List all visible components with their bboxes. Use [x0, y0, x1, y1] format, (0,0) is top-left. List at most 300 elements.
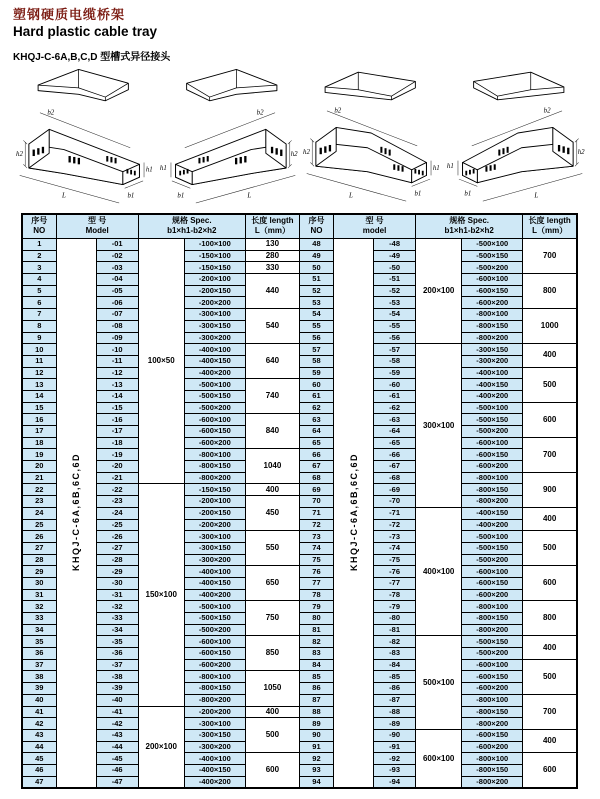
cell-model-suffix: -28	[96, 554, 138, 566]
cell-no: 26	[22, 531, 56, 543]
dim-label-b2: b2	[543, 107, 551, 115]
cell-no: 83	[299, 648, 333, 660]
cell-no: 85	[299, 671, 333, 683]
table-row	[22, 683, 577, 695]
cell-model-suffix: -33	[96, 613, 138, 625]
cell-model-suffix: -90	[374, 729, 416, 741]
cell-no: 32	[22, 601, 56, 613]
cell-no: 35	[22, 636, 56, 648]
cell-no: 60	[299, 379, 333, 391]
cell-no: 28	[22, 554, 56, 566]
cell-model-suffix: -34	[96, 624, 138, 636]
cell-no: 37	[22, 659, 56, 671]
cell-length: 650	[245, 566, 299, 601]
cell-spec: -800×150	[184, 683, 245, 695]
cell-no: 19	[22, 449, 56, 461]
cell-model-suffix: -30	[96, 577, 138, 589]
cell-spec: -300×200	[462, 355, 523, 367]
cell-model-suffix: -81	[374, 624, 416, 636]
cell-spec: -400×200	[184, 589, 245, 601]
page-header	[13, 4, 170, 63]
cell-spec: -800×200	[462, 496, 523, 508]
cell-spec: -800×200	[462, 718, 523, 730]
cell-model-suffix: -22	[96, 484, 138, 496]
cell-no: 21	[22, 472, 56, 484]
product-model-subtitle: KHQJ-C-6A,B,C,D 型槽式异径接头	[13, 52, 171, 63]
cell-length: 600	[523, 402, 577, 437]
cell-spec: -400×100	[462, 367, 523, 379]
dim-label-h2: h2	[16, 151, 23, 159]
cell-spec: -800×100	[462, 601, 523, 613]
table-row	[22, 449, 577, 461]
cell-no: 25	[22, 519, 56, 531]
cell-no: 1	[22, 239, 56, 251]
cell-length: 550	[245, 531, 299, 566]
cell-model-suffix: -69	[374, 484, 416, 496]
dim-label-b1: b1	[414, 190, 421, 198]
cell-no: 5	[22, 285, 56, 297]
table-row	[22, 402, 577, 414]
cell-no: 93	[299, 764, 333, 776]
cell-spec: -150×150	[184, 484, 245, 496]
cell-spec: -800×150	[184, 461, 245, 473]
dim-label-b1: b1	[464, 190, 472, 198]
model-series-vertical-label: KHQJ-C-6A,6B,6C,6D	[348, 452, 359, 571]
cell-no: 41	[22, 706, 56, 718]
cell-spec: -300×200	[184, 554, 245, 566]
cell-model-suffix: -19	[96, 449, 138, 461]
dim-label-h2: h2	[577, 149, 585, 157]
dim-label-b1: b1	[127, 192, 135, 200]
cell-length: 500	[523, 659, 577, 694]
cell-model-suffix: -01	[96, 239, 138, 251]
cell-model-suffix: -60	[374, 379, 416, 391]
cell-spec: -600×100	[184, 636, 245, 648]
cell-model-suffix: -65	[374, 437, 416, 449]
cell-model-suffix: -61	[374, 390, 416, 402]
drawing-reducer-type-d	[446, 56, 586, 210]
cell-model-suffix: -26	[96, 531, 138, 543]
cell-model-suffix: -14	[96, 390, 138, 402]
table-row	[22, 589, 577, 601]
cell-length: 850	[245, 636, 299, 671]
cell-model-suffix: -58	[374, 355, 416, 367]
header-no-right: 序号 NO	[299, 214, 333, 239]
cell-spec: -600×150	[462, 285, 523, 297]
cell-length: 500	[245, 718, 299, 753]
cell-spec: -300×150	[184, 729, 245, 741]
cell-length: 640	[245, 344, 299, 379]
cell-model-suffix: -25	[96, 519, 138, 531]
cell-no: 7	[22, 309, 56, 321]
dim-label-h2: h2	[302, 149, 310, 157]
cell-model-suffix: -94	[374, 776, 416, 788]
cell-spec-group: 600×100	[416, 729, 462, 788]
cell-no: 4	[22, 274, 56, 286]
cell-no: 14	[22, 390, 56, 402]
cell-no: 61	[299, 390, 333, 402]
cell-spec: -400×100	[184, 566, 245, 578]
cell-length: 500	[523, 367, 577, 402]
cell-spec: -400×200	[462, 519, 523, 531]
dim-label-b2: b2	[333, 107, 341, 115]
cell-length: 700	[523, 437, 577, 472]
model-series-vertical-label: KHQJ-C-6A,6B,6C,6D	[71, 452, 82, 571]
cell-spec: -500×150	[184, 390, 245, 402]
table-row	[22, 671, 577, 683]
cell-no: 2	[22, 250, 56, 262]
cell-no: 38	[22, 671, 56, 683]
cell-spec: -800×200	[462, 776, 523, 788]
cell-model-suffix: -15	[96, 402, 138, 414]
table-row	[22, 648, 577, 660]
cell-no: 10	[22, 344, 56, 356]
drawing-reducer-type-b	[159, 56, 299, 210]
cell-model-suffix: -40	[96, 694, 138, 706]
cell-spec: -150×150	[184, 262, 245, 274]
cell-spec: -400×150	[184, 764, 245, 776]
cell-no: 69	[299, 484, 333, 496]
cell-spec: -150×100	[184, 250, 245, 262]
cell-no: 33	[22, 613, 56, 625]
cell-spec: -600×200	[462, 683, 523, 695]
cell-length: 700	[523, 694, 577, 729]
cell-model-suffix: -54	[374, 309, 416, 321]
cell-spec-group: 150×100	[138, 484, 184, 706]
cell-no: 15	[22, 402, 56, 414]
cell-no: 66	[299, 449, 333, 461]
cell-spec: -500×150	[462, 414, 523, 426]
cell-spec-group: 200×100	[138, 706, 184, 788]
cell-spec: -300×100	[184, 718, 245, 730]
table-row	[22, 426, 577, 438]
cell-model-suffix: -76	[374, 566, 416, 578]
cell-length: 400	[245, 706, 299, 718]
cell-model-suffix: -08	[96, 320, 138, 332]
table-row	[22, 507, 577, 519]
cell-model-suffix: -92	[374, 753, 416, 765]
dim-label-L: L	[348, 192, 353, 200]
cell-no: 40	[22, 694, 56, 706]
dim-label-h2: h2	[291, 151, 298, 159]
cell-no: 34	[22, 624, 56, 636]
dim-label-L: L	[62, 192, 66, 200]
cell-spec: -600×200	[462, 297, 523, 309]
cell-spec-group: 300×100	[416, 344, 462, 508]
cell-model-suffix: -46	[96, 764, 138, 776]
table-row	[22, 379, 577, 391]
cell-spec: -800×100	[184, 449, 245, 461]
table-row	[22, 285, 577, 297]
table-row	[22, 472, 577, 484]
cell-model-suffix: -20	[96, 461, 138, 473]
cell-model-suffix: -37	[96, 659, 138, 671]
table-row	[22, 239, 577, 251]
cell-length: 400	[245, 484, 299, 496]
cell-no: 58	[299, 355, 333, 367]
table-row	[22, 297, 577, 309]
table-row	[22, 437, 577, 449]
cell-length: 500	[523, 531, 577, 566]
cell-no: 23	[22, 496, 56, 508]
cell-no: 73	[299, 531, 333, 543]
cell-model-suffix: -51	[374, 274, 416, 286]
cell-model-suffix: -88	[374, 706, 416, 718]
cell-model-suffix: -82	[374, 636, 416, 648]
dim-label-L: L	[247, 192, 252, 200]
table-row	[22, 776, 577, 788]
table-row	[22, 741, 577, 753]
cell-model-suffix: -63	[374, 414, 416, 426]
cell-spec: -300×150	[462, 344, 523, 356]
cell-spec: -400×150	[184, 577, 245, 589]
cell-model-suffix: -72	[374, 519, 416, 531]
cell-model-suffix: -75	[374, 554, 416, 566]
cell-model-suffix: -77	[374, 577, 416, 589]
cell-model-suffix: -36	[96, 648, 138, 660]
table-row	[22, 250, 577, 262]
cell-no: 81	[299, 624, 333, 636]
cell-spec: -800×150	[462, 484, 523, 496]
cell-no: 89	[299, 718, 333, 730]
cell-spec: -600×100	[184, 414, 245, 426]
cell-no: 31	[22, 589, 56, 601]
table-row	[22, 636, 577, 648]
cell-spec: -500×200	[462, 554, 523, 566]
cell-spec: -600×150	[184, 648, 245, 660]
cell-model-suffix: -56	[374, 332, 416, 344]
cell-model-suffix: -80	[374, 613, 416, 625]
dim-label-h1: h1	[432, 164, 440, 172]
cell-no: 64	[299, 426, 333, 438]
cell-spec-group: 500×100	[416, 636, 462, 730]
cell-spec: -300×200	[184, 332, 245, 344]
cell-model-suffix: -50	[374, 262, 416, 274]
cell-spec: -600×150	[462, 449, 523, 461]
cell-model-suffix: -43	[96, 729, 138, 741]
cell-no: 51	[299, 274, 333, 286]
cell-no: 6	[22, 297, 56, 309]
cell-model-suffix: -41	[96, 706, 138, 718]
cell-length: 1050	[245, 671, 299, 706]
cell-no: 50	[299, 262, 333, 274]
cell-model-suffix: -91	[374, 741, 416, 753]
table-row	[22, 367, 577, 379]
cell-spec: -600×200	[184, 659, 245, 671]
cell-no: 16	[22, 414, 56, 426]
cell-no: 88	[299, 706, 333, 718]
table-row	[22, 262, 577, 274]
table-row	[22, 554, 577, 566]
cell-model-suffix: -31	[96, 589, 138, 601]
technical-drawings-row	[16, 56, 586, 210]
cell-model-suffix: -17	[96, 426, 138, 438]
cell-spec: -600×200	[462, 461, 523, 473]
cell-spec: -200×100	[184, 274, 245, 286]
cell-no: 91	[299, 741, 333, 753]
cell-no: 53	[299, 297, 333, 309]
cell-model-suffix: -48	[374, 239, 416, 251]
cell-model-suffix: -74	[374, 542, 416, 554]
table-row	[22, 624, 577, 636]
cell-no: 9	[22, 332, 56, 344]
table-row	[22, 729, 577, 741]
cell-no: 75	[299, 554, 333, 566]
cell-spec: -600×100	[462, 566, 523, 578]
table-row	[22, 566, 577, 578]
cell-model-suffix: -57	[374, 344, 416, 356]
cell-length: 600	[523, 753, 577, 789]
cell-length: 400	[523, 507, 577, 530]
cell-model-suffix: -78	[374, 589, 416, 601]
table-row	[22, 601, 577, 613]
cell-spec: -300×150	[184, 320, 245, 332]
cell-no: 78	[299, 589, 333, 601]
table-row	[22, 355, 577, 367]
cell-model-suffix: -29	[96, 566, 138, 578]
cell-spec: -200×200	[184, 519, 245, 531]
table-row	[22, 659, 577, 671]
cell-spec: -800×150	[462, 320, 523, 332]
page-title-english: Hard plastic cable tray	[13, 24, 158, 39]
cell-no: 55	[299, 320, 333, 332]
cell-model-suffix: -68	[374, 472, 416, 484]
dim-label-h1: h1	[160, 164, 168, 172]
cell-spec-group: 400×100	[416, 507, 462, 636]
cell-spec: -300×100	[184, 531, 245, 543]
cell-model-suffix: -16	[96, 414, 138, 426]
cell-no: 90	[299, 729, 333, 741]
header-spec-right: 规格 Spec. b1×h1-b2×h2	[416, 214, 523, 239]
cell-spec: -600×150	[462, 729, 523, 741]
cell-model-suffix: -38	[96, 671, 138, 683]
table-row	[22, 753, 577, 765]
cell-model-suffix: -53	[374, 297, 416, 309]
cell-length: 1040	[245, 449, 299, 484]
table-row	[22, 414, 577, 426]
header-no-left: 序号 NO	[22, 214, 56, 239]
cell-spec: -600×100	[462, 437, 523, 449]
cell-spec: -300×200	[184, 741, 245, 753]
cell-spec: -800×200	[462, 624, 523, 636]
cell-model-suffix: -84	[374, 659, 416, 671]
cell-model-suffix: -44	[96, 741, 138, 753]
cell-model-suffix: -21	[96, 472, 138, 484]
cell-spec: -500×100	[184, 601, 245, 613]
cell-length: 130	[245, 239, 299, 251]
cell-model-suffix: -83	[374, 648, 416, 660]
dim-label-L: L	[534, 192, 539, 200]
cell-no: 63	[299, 414, 333, 426]
cell-spec: -800×150	[462, 706, 523, 718]
table-row	[22, 718, 577, 730]
table-row	[22, 332, 577, 344]
cell-no: 24	[22, 507, 56, 519]
cell-no: 36	[22, 648, 56, 660]
cell-model-suffix: -13	[96, 379, 138, 391]
cell-spec: -600×200	[462, 589, 523, 601]
spec-table-body	[22, 239, 577, 789]
cell-model-suffix: -05	[96, 285, 138, 297]
cell-model-suffix: -32	[96, 601, 138, 613]
cell-no: 87	[299, 694, 333, 706]
cell-spec: -400×200	[462, 390, 523, 402]
cell-no: 92	[299, 753, 333, 765]
cell-length: 800	[523, 601, 577, 636]
cell-no: 94	[299, 776, 333, 788]
cell-spec: -500×100	[184, 379, 245, 391]
cell-no: 52	[299, 285, 333, 297]
cell-spec: -800×150	[462, 613, 523, 625]
cell-model-series	[334, 239, 374, 789]
cell-spec: -600×100	[462, 659, 523, 671]
specification-table	[21, 213, 578, 789]
cell-model-suffix: -06	[96, 297, 138, 309]
cell-model-suffix: -39	[96, 683, 138, 695]
cell-spec: -400×150	[462, 507, 523, 519]
cell-no: 76	[299, 566, 333, 578]
cell-model-suffix: -70	[374, 496, 416, 508]
cell-spec: -500×100	[462, 402, 523, 414]
cell-spec: -500×200	[184, 624, 245, 636]
cell-no: 3	[22, 262, 56, 274]
table-row	[22, 274, 577, 286]
cell-no: 12	[22, 367, 56, 379]
cell-model-suffix: -73	[374, 531, 416, 543]
page-title-chinese: 塑钢硬质电缆桥架	[13, 7, 126, 22]
cell-spec: -500×200	[462, 648, 523, 660]
table-row	[22, 390, 577, 402]
cell-length: 400	[523, 344, 577, 367]
table-row	[22, 577, 577, 589]
table-row	[22, 694, 577, 706]
cell-model-suffix: -89	[374, 718, 416, 730]
cell-model-suffix: -93	[374, 764, 416, 776]
cell-no: 8	[22, 320, 56, 332]
dim-label-h1: h1	[145, 166, 153, 174]
cell-model-suffix: -85	[374, 671, 416, 683]
cell-no: 84	[299, 659, 333, 671]
cell-spec: -800×100	[462, 309, 523, 321]
cell-model-suffix: -66	[374, 449, 416, 461]
cell-spec: -800×150	[462, 764, 523, 776]
cell-model-suffix: -10	[96, 344, 138, 356]
cell-spec: -800×200	[184, 694, 245, 706]
cell-spec: -500×150	[462, 250, 523, 262]
cell-no: 17	[22, 426, 56, 438]
cell-length: 700	[523, 239, 577, 274]
cell-model-suffix: -49	[374, 250, 416, 262]
cell-no: 72	[299, 519, 333, 531]
cell-no: 65	[299, 437, 333, 449]
cell-no: 18	[22, 437, 56, 449]
cell-spec: -200×200	[184, 706, 245, 718]
cell-spec: -600×150	[462, 577, 523, 589]
cell-length: 540	[245, 309, 299, 344]
table-row	[22, 344, 577, 356]
cell-model-suffix: -47	[96, 776, 138, 788]
cell-length: 600	[245, 753, 299, 789]
cell-model-suffix: -62	[374, 402, 416, 414]
cell-spec: -300×150	[184, 542, 245, 554]
cell-spec: -400×100	[184, 344, 245, 356]
cell-spec: -200×100	[184, 496, 245, 508]
cell-model-series	[56, 239, 96, 789]
cell-length: 840	[245, 414, 299, 449]
cell-model-suffix: -02	[96, 250, 138, 262]
cell-spec: -800×200	[462, 332, 523, 344]
cell-no: 43	[22, 729, 56, 741]
